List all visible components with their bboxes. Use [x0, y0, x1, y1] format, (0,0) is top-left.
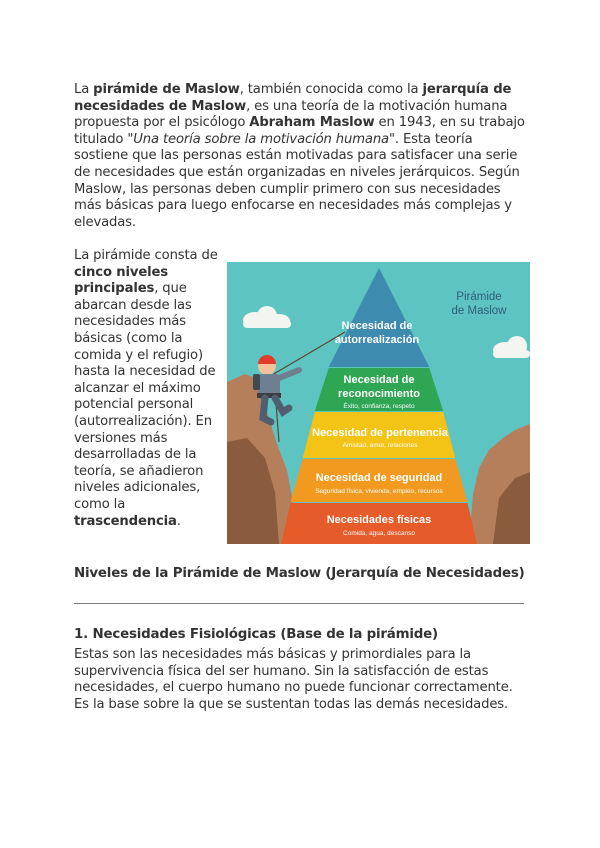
subsection-heading: 1. Necesidades Fisiológicas (Base de la pirámide) — [74, 627, 438, 642]
level-2-label: Necesidad de seguridad — [315, 472, 443, 484]
level-3-sublabel: Amistad, amor, relaciones — [342, 442, 418, 449]
figure-title-line1: Pirámide — [456, 291, 502, 303]
maslow-pyramid-figure — [227, 262, 530, 544]
section-heading: Niveles de la Pirámide de Maslow (Jerarquía de Necesidades) — [74, 566, 525, 581]
level-5-label-line1: Necesidad de — [341, 320, 413, 332]
divider — [74, 603, 524, 604]
figure-title-line2: de Maslow — [451, 305, 507, 317]
level-4-sublabel: Éxito, confianza, respeto — [343, 403, 415, 410]
intro-paragraph: La pirámide de Maslow, también conocida como la jerarquía de necesidades de Maslow, es una teoría de la motivación humana propuesta por el psicólogo Abraham Maslow en 1943, en su trabajo titulado "Una teoría sobre la motivación humana". Esta teoría sostiene que las personas están motivadas para satisfacer una serie de necesidades que están organizadas en niveles jerárquicos. Según Maslow, las personas deben cumplir primero con sus necesidades más básicas para luego enfocarse en necesidades más complejas y elevadas. — [74, 82, 525, 230]
level-3-label: Necesidad de pertenencia — [312, 427, 448, 439]
level-4-label-line1: Necesidad de — [343, 374, 415, 386]
level-1-sublabel: Comida, agua, descanso — [343, 530, 415, 537]
level-5-label-line2: autorrealización — [334, 334, 420, 346]
level-4-label-line2: reconocimiento — [338, 388, 420, 400]
level-1-label: Necesidades físicas — [326, 514, 432, 526]
subsection-paragraph: Estas son las necesidades más básicas y primordiales para la supervivencia física del ser humano. Sin la satisfacción de estas necesidades, el cuerpo humano no puede funcionar correctamente. Es la base sobre la que se sustentan todas las demás necesidades. — [74, 647, 513, 712]
level-2-sublabel: Seguridad física, vivienda, empleo, recursos — [315, 488, 443, 495]
levels-paragraph: La pirámide consta de cinco niveles principales, que abarcan desde las necesidades más básicas (como la comida y el refugio) hasta la necesidad de alcanzar el máximo potencial personal (autorrealización). En versiones más desarrolladas de la teoría, se añadieron niveles adicionales, como la trascendencia. — [74, 248, 218, 529]
